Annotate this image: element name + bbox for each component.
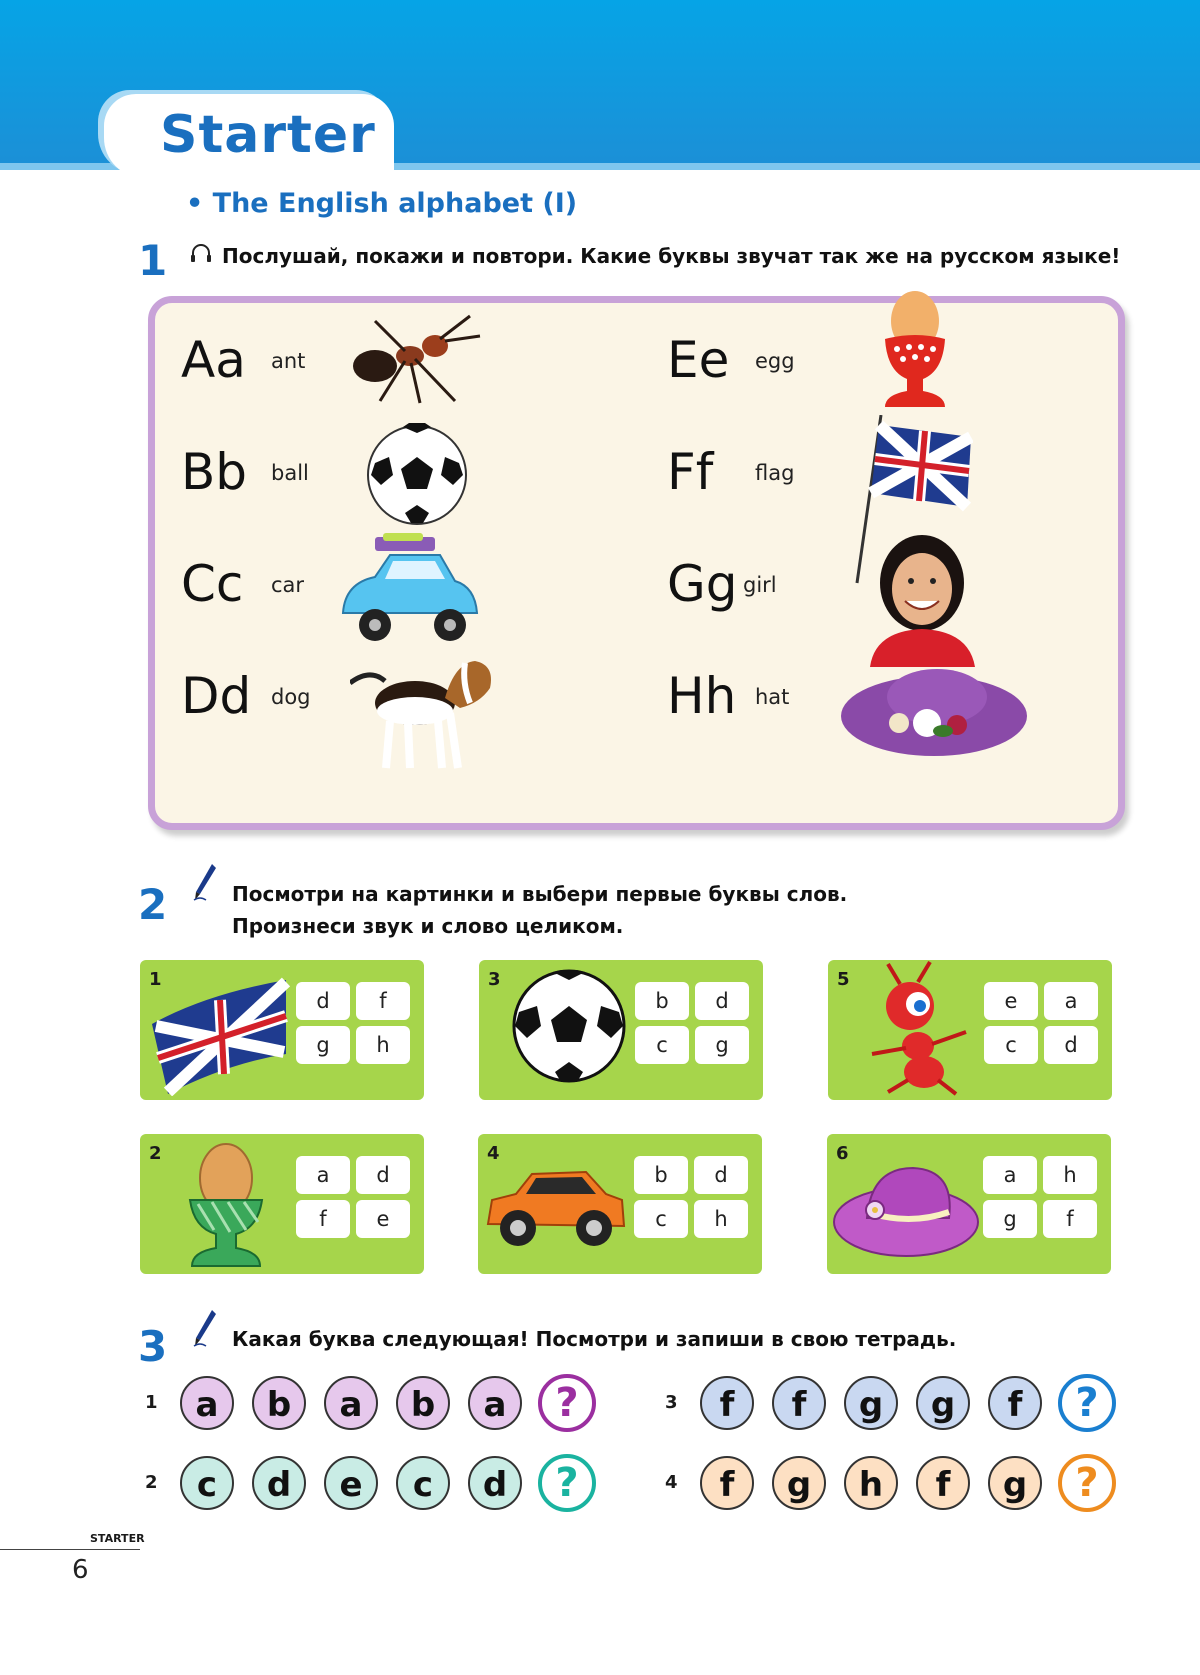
letter-circle: a [324,1376,378,1430]
letter-card [828,960,1112,1100]
egg-icon [875,291,955,411]
word-hat: hat [755,685,790,709]
letter-circle: f [700,1376,754,1430]
question-mark-circle[interactable]: ? [1058,1454,1116,1512]
option-button[interactable]: e [356,1200,410,1238]
letter-card [478,1134,762,1274]
option-button[interactable]: f [1043,1200,1097,1238]
car-icon [482,1164,628,1254]
pen-icon [192,1308,218,1348]
letter-circle: b [252,1376,306,1430]
hat-icon [831,1160,981,1264]
letter-cc: Cc [181,555,244,613]
question-mark-circle[interactable]: ? [1058,1374,1116,1432]
question-mark-circle[interactable]: ? [538,1374,596,1432]
sequence-number: 1 [145,1392,158,1413]
card-number: 5 [837,969,850,990]
pen-icon [192,862,218,902]
word-dog: dog [271,685,311,709]
word-ball: ball [271,461,309,485]
letter-circle: c [396,1456,450,1510]
word-girl: girl [743,573,777,597]
option-button[interactable]: f [356,982,410,1020]
exercise-3-number: 3 [138,1322,168,1371]
card-number: 3 [488,969,501,990]
option-button[interactable]: a [1044,982,1098,1020]
letter-circle: g [844,1376,898,1430]
option-button[interactable]: h [356,1026,410,1064]
word-egg: egg [755,349,795,373]
footer-divider [0,1549,140,1550]
ball-icon [365,423,469,527]
letter-circle: d [468,1456,522,1510]
exercise-1-number: 1 [138,236,168,285]
option-button[interactable]: e [984,982,1038,1020]
page-subtitle: • The English alphabet (I) [186,188,578,219]
dog-icon [350,643,500,773]
egg-icon [184,1142,268,1272]
letter-gg: Gg [667,555,738,613]
option-button[interactable]: h [694,1200,748,1238]
letter-ee: Ee [667,331,730,389]
letter-circle: g [772,1456,826,1510]
option-button[interactable]: g [296,1026,350,1064]
page-title: Starter [160,105,376,165]
letter-card [827,1134,1111,1274]
option-button[interactable]: f [296,1200,350,1238]
letter-dd: Dd [181,667,252,725]
sequence-number: 3 [665,1392,678,1413]
ant-icon [858,960,978,1096]
option-button[interactable]: h [1043,1156,1097,1194]
letter-circle: c [180,1456,234,1510]
letter-circle: d [252,1456,306,1510]
option-button[interactable]: b [635,982,689,1020]
flag-icon [146,974,294,1096]
question-mark-circle[interactable]: ? [538,1454,596,1512]
exercise-2-instruction-1: Посмотри на картинки и выбери первые буквы слов. [232,882,848,906]
exercise-1-instruction: Послушай, покажи и повтори. Какие буквы звучат так же на русском языке! [222,244,1121,268]
letter-circle: g [916,1376,970,1430]
letter-ff: Ff [667,443,714,501]
option-button[interactable]: d [695,982,749,1020]
option-button[interactable]: d [356,1156,410,1194]
word-flag: flag [755,461,795,485]
letter-circle: h [844,1456,898,1510]
hat-icon [839,661,1029,761]
letter-circle: a [468,1376,522,1430]
letter-bb: Bb [181,443,248,501]
option-button[interactable]: c [984,1026,1038,1064]
letter-card [479,960,763,1100]
option-button[interactable]: a [296,1156,350,1194]
word-ant: ant [271,349,306,373]
option-button[interactable]: d [694,1156,748,1194]
option-button[interactable]: g [983,1200,1037,1238]
letter-circle: e [324,1456,378,1510]
letter-hh: Hh [667,667,737,725]
letter-circle: a [180,1376,234,1430]
girl-icon [865,531,980,667]
letter-circle: f [916,1456,970,1510]
alphabet-panel [148,296,1125,830]
page-number: 6 [72,1555,89,1585]
option-button[interactable]: c [634,1200,688,1238]
option-button[interactable]: c [635,1026,689,1064]
letter-circle: b [396,1376,450,1430]
option-button[interactable]: d [1044,1026,1098,1064]
letter-card [140,1134,424,1274]
ball-icon [511,968,627,1084]
exercise-2-instruction-2: Произнеси звук и слово целиком. [232,914,624,938]
car-icon [335,533,485,653]
option-button[interactable]: a [983,1156,1037,1194]
letter-circle: f [772,1376,826,1430]
sequence-number: 2 [145,1472,158,1493]
sequence-number: 4 [665,1472,678,1493]
card-number: 2 [149,1143,162,1164]
exercise-2-number: 2 [138,880,168,929]
card-number: 1 [149,969,162,990]
option-button[interactable]: b [634,1156,688,1194]
card-number: 4 [487,1143,500,1164]
exercise-3-instruction: Какая буква следующая! Посмотри и запиши в свою тетрадь. [232,1327,957,1351]
word-car: car [271,573,305,597]
ant-icon [335,311,485,411]
letter-circle: f [988,1376,1042,1430]
option-button[interactable]: d [296,982,350,1020]
card-number: 6 [836,1143,849,1164]
letter-card [140,960,424,1100]
footer-section-label: STARTER [90,1532,145,1545]
option-button[interactable]: g [695,1026,749,1064]
letter-circle: f [700,1456,754,1510]
letter-circle: g [988,1456,1042,1510]
headphones-icon [190,243,212,263]
letter-aa: Aa [181,331,246,389]
